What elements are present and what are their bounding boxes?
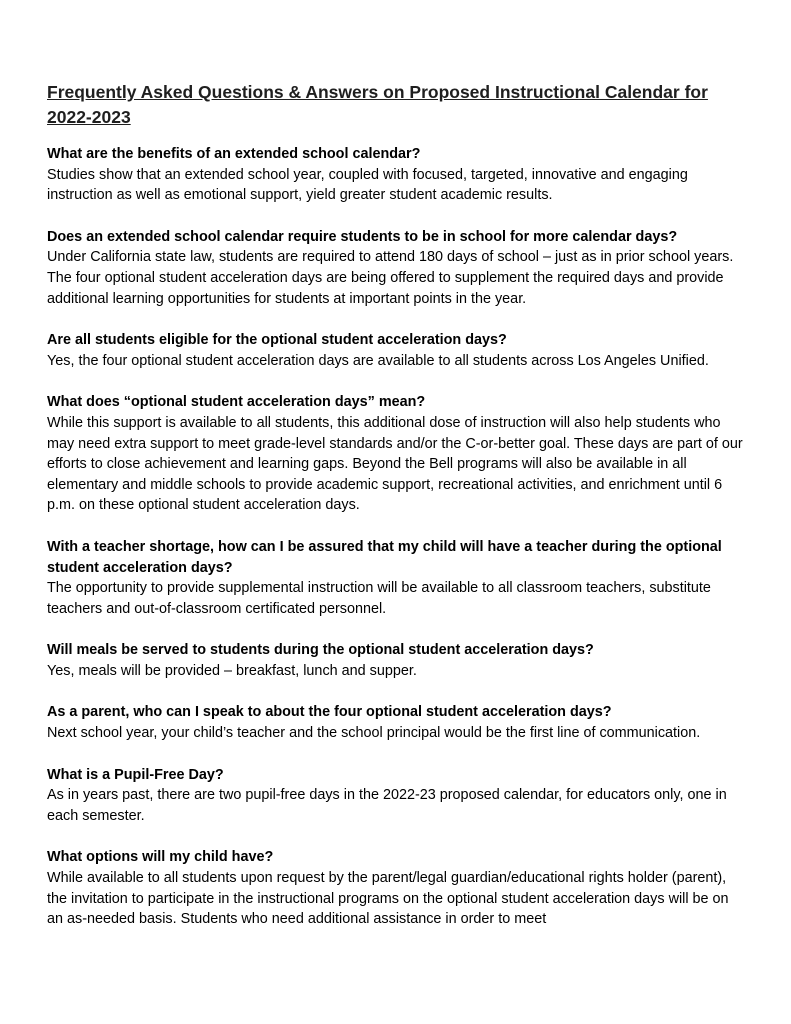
faq-question: What are the benefits of an extended school calendar?: [47, 146, 421, 162]
faq-item: [47, 227, 747, 309]
faq-question: With a teacher shortage, how can I be assured that my child will have a teacher during the optional student acceleration days?: [47, 538, 722, 576]
faq-question: Are all students eligible for the optional student acceleration days?: [47, 332, 507, 349]
faq-question: Will meals be served to students during the optional student acceleration days?: [47, 642, 594, 659]
faq-answer: Studies show that an extended school year, coupled with focused, targeted, innovative and engaging instruction as well as emotional support, yield greater student academic results.: [47, 166, 688, 204]
faq-question: As a parent, who can I speak to about the four optional student acceleration days?: [47, 704, 612, 721]
faq-question: Does an extended school calendar require students to be in school for more calendar days?: [47, 228, 678, 245]
faq-answer: Yes, meals will be provided – breakfast, lunch and supper.: [47, 662, 417, 679]
faq-item: [47, 537, 747, 619]
faq-item: [47, 144, 747, 206]
document-page: [47, 80, 747, 951]
faq-answer: While available to all students upon request by the parent/legal guardian/educational rights holder (parent), the invitation to participate in the instructional programs on the optional student acceleration days will be on an as-needed basis. Students who need additional assistance in order to meet: [47, 870, 729, 928]
faq-answer: Under California state law, students are required to attend 180 days of school – just as in prior school years. The four optional student acceleration days are being offered to supplement the required days and provide additional learning opportunities for students at important points in the year.: [47, 249, 734, 307]
faq-question: What does “optional student acceleration days” mean?: [47, 394, 426, 411]
faq-answer: As in years past, there are two pupil-free days in the 2022-23 proposed calendar, for educators only, one in each semester.: [47, 787, 727, 824]
faq-item: [47, 702, 747, 743]
faq-item: [47, 847, 747, 929]
faq-item: [47, 392, 747, 516]
faq-answer: Yes, the four optional student acceleration days are available to all students across Los Angeles Unified.: [47, 352, 709, 369]
faq-answer: Next school year, your child’s teacher and the school principal would be the first line of communication.: [47, 725, 701, 742]
faq-question: What is a Pupil-Free Day?: [47, 766, 224, 783]
faq-answer: While this support is available to all students, this additional dose of instruction will also help students who may need extra support to meet grade-level standards and/or the C-or-better goal. These days are part of our efforts to close achievement and learning gaps. Beyond the Bell programs will also be available in all elementary and middle schools to provide academic support, recreational activities, and enrichment until 6 p.m. on these optional student acceleration days.: [47, 414, 743, 514]
faq-item: [47, 330, 747, 371]
faq-question: What options will my child have?: [47, 849, 274, 866]
faq-answer: The opportunity to provide supplemental instruction will be available to all classroom teachers, substitute teachers and out-of-classroom certificated personnel.: [47, 580, 711, 617]
faq-item: [47, 640, 747, 681]
document-title: Frequently Asked Questions & Answers on Proposed Instructional Calendar for 2022-2023: [47, 82, 708, 127]
faq-item: [47, 765, 747, 827]
